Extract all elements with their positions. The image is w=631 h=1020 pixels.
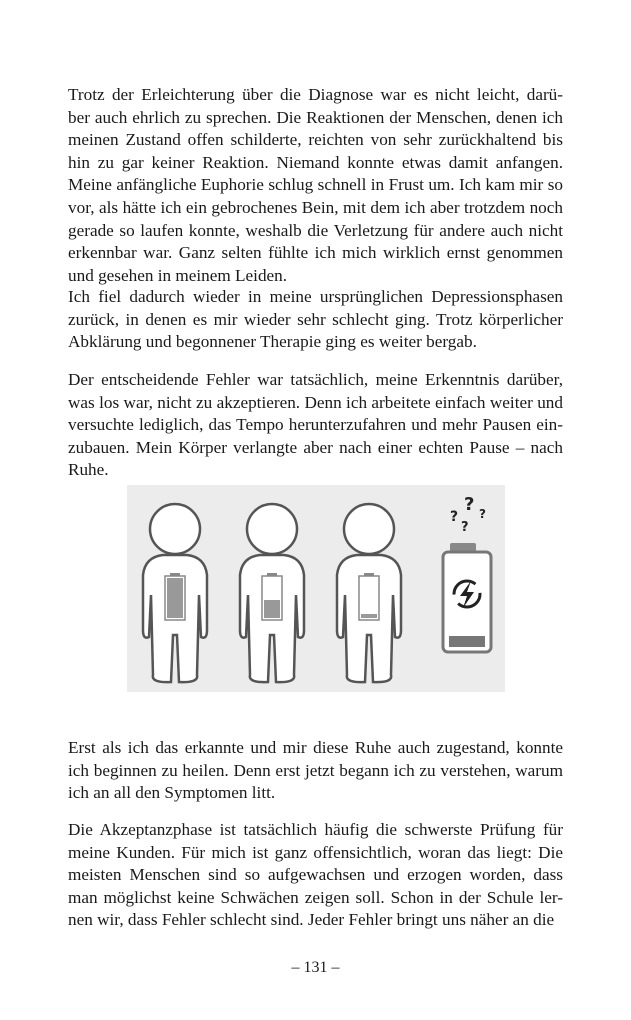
text-line: Ich fiel dadurch wieder in meine ursprünglichen Depressionsphasen — [68, 287, 563, 306]
text-line: Der entscheidende Fehler war tatsächlich, meine Erkenntnis darüber, — [68, 370, 563, 389]
text-line: ich beginnen zu heilen. Denn erst jetzt begann ich zu verstehen, warum — [68, 760, 563, 780]
paragraph-4 — [68, 737, 563, 805]
text-line: versuchte lediglich, das Tempo herunterzufahren und mehr Pausen ein- — [68, 415, 563, 435]
svg-text:?: ? — [464, 494, 475, 515]
text-line: meinen Zustand offen schilderte, reichten von sehr zurückhaltend bis — [68, 130, 563, 150]
text-line: Meine anfängliche Euphorie schlug schnell in Frust um. Ich kam mir so — [68, 175, 563, 195]
text-line: ber auch ehrlich zu sprechen. Die Reaktionen der Menschen, denen ich — [68, 107, 563, 127]
text-line: Ruhe. — [68, 460, 109, 480]
text-line: man möglichst keine Schwächen zeigen soll. Schon in der Schule ler- — [68, 887, 563, 907]
text-line: vor, als hätte ich ein gebrochenes Bein, mit dem ich aber trotzdem noch — [68, 197, 563, 217]
text-line: Trotz der Erleichterung über die Diagnose war es nicht leicht, darü- — [68, 85, 563, 104]
text-line: zurück, in denen es mir wieder sehr schlecht ging. Trotz körperlicher — [68, 309, 563, 329]
paragraph-3 — [68, 369, 563, 482]
text-line: erkennbar war. Ganz selten fühlte ich mich wirklich ernst genommen — [68, 243, 563, 263]
text-line: gerade so laufen konnte, weshalb die Verletzung für andere auch nicht — [68, 220, 563, 240]
empty-battery-icon — [443, 543, 491, 652]
text-line: meine Kunden. Für mich ist ganz offensichtlich, woran das liegt: Die — [68, 842, 563, 862]
text-line: meisten Menschen sind so aufgewachsen und erzogen worden, dass — [68, 865, 563, 885]
page-number: – 131 – — [291, 959, 340, 976]
battery-people-illustration — [127, 485, 505, 692]
text-line: zubauen. Mein Körper verlangte aber nach einer echten Pause – nach — [68, 437, 563, 457]
text-line: Abklärung und begonnener Therapie ging es weiter bergab. — [68, 332, 477, 352]
svg-text:?: ? — [450, 509, 459, 525]
paragraph-1 — [68, 84, 563, 287]
text-line: und gesehen in meinem Leiden. — [68, 265, 288, 285]
svg-text:?: ? — [461, 520, 469, 535]
text-line: hin zu gar keiner Reaktion. Niemand konnte etwas damit anfangen. — [68, 152, 563, 172]
svg-text:?: ? — [479, 507, 486, 521]
text-line: was los war, nicht zu akzeptieren. Denn ich arbeitete einfach weiter und — [68, 392, 563, 412]
text-line: Die Akzeptanzphase ist tatsächlich häufig die schwerste Prüfung für — [68, 820, 563, 839]
text-line: ich an all den Symptomen litt. — [68, 783, 276, 803]
text-line: Erst als ich das erkannte und mir diese Ruhe auch zugestand, konnte — [68, 738, 563, 757]
paragraph-2 — [68, 286, 563, 354]
text-line: nen wir, dass Fehler schlecht sind. Jeder Fehler bringt uns näher an die — [68, 910, 555, 930]
paragraph-5 — [68, 819, 563, 932]
